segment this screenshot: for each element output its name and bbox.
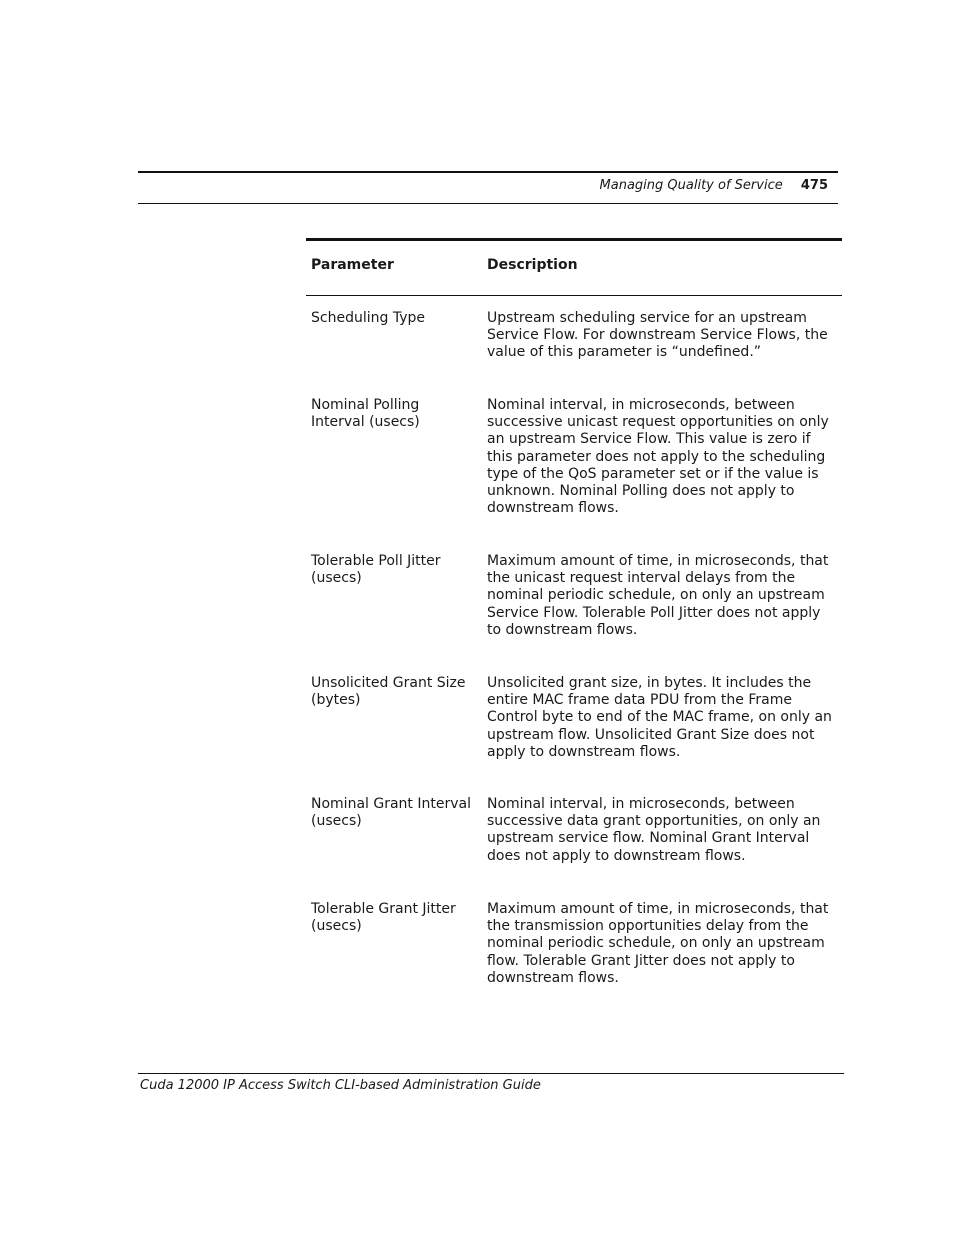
parameter-description: Upstream scheduling service for an upstream Service Flow. For downstream Service Flows, the value of this parameter is “undefined.”	[487, 310, 828, 361]
parameter-name: Tolerable Grant Jitter (usecs)	[311, 901, 456, 935]
section-title: Managing Quality of Service	[599, 178, 783, 193]
table-top-rule	[306, 238, 842, 241]
table-header-rule	[306, 295, 842, 296]
header-top-rule	[138, 171, 838, 173]
column-header-description: Description	[487, 257, 578, 273]
running-header	[600, 178, 828, 194]
column-header-parameter: Parameter	[311, 257, 394, 273]
parameter-description: Maximum amount of time, in microseconds, that the unicast request interval delays from the nominal periodic schedule, on only an upstream Service Flow. Tolerable Poll Jitter does not apply to downstream flows.	[487, 553, 829, 638]
parameter-description: Unsolicited grant size, in bytes. It includes the entire MAC frame data PDU from the Frame Control byte to end of the MAC frame, on only an upstream flow. Unsolicited Grant Size does not apply to downstream flows.	[487, 675, 832, 760]
parameter-description: Nominal interval, in microseconds, between successive unicast request opportunities on only an upstream Service Flow. This value is zero if this parameter does not apply to the scheduling type of the QoS parameter set or if the value is unknown. Nominal Polling does not apply to downstream flows.	[487, 397, 829, 517]
header-bottom-rule	[138, 203, 838, 204]
parameter-name: Unsolicited Grant Size (bytes)	[311, 675, 466, 709]
footer-book-title: Cuda 12000 IP Access Switch CLI-based Administration Guide	[140, 1078, 541, 1093]
parameter-name: Scheduling Type	[311, 310, 425, 326]
footer-rule	[138, 1073, 844, 1074]
parameter-description: Nominal interval, in microseconds, between successive data grant opportunities, on only an upstream service flow. Nominal Grant Interval does not apply to downstream flows.	[487, 796, 821, 864]
parameter-name: Tolerable Poll Jitter (usecs)	[311, 553, 441, 587]
page-number: 475	[800, 178, 828, 193]
parameter-name: Nominal Polling Interval (usecs)	[311, 397, 420, 431]
parameter-name: Nominal Grant Interval (usecs)	[311, 796, 471, 830]
parameter-description: Maximum amount of time, in microseconds, that the transmission opportunities delay from the nominal periodic schedule, on only an upstream flow. Tolerable Grant Jitter does not apply to downstream flows.	[487, 901, 829, 986]
